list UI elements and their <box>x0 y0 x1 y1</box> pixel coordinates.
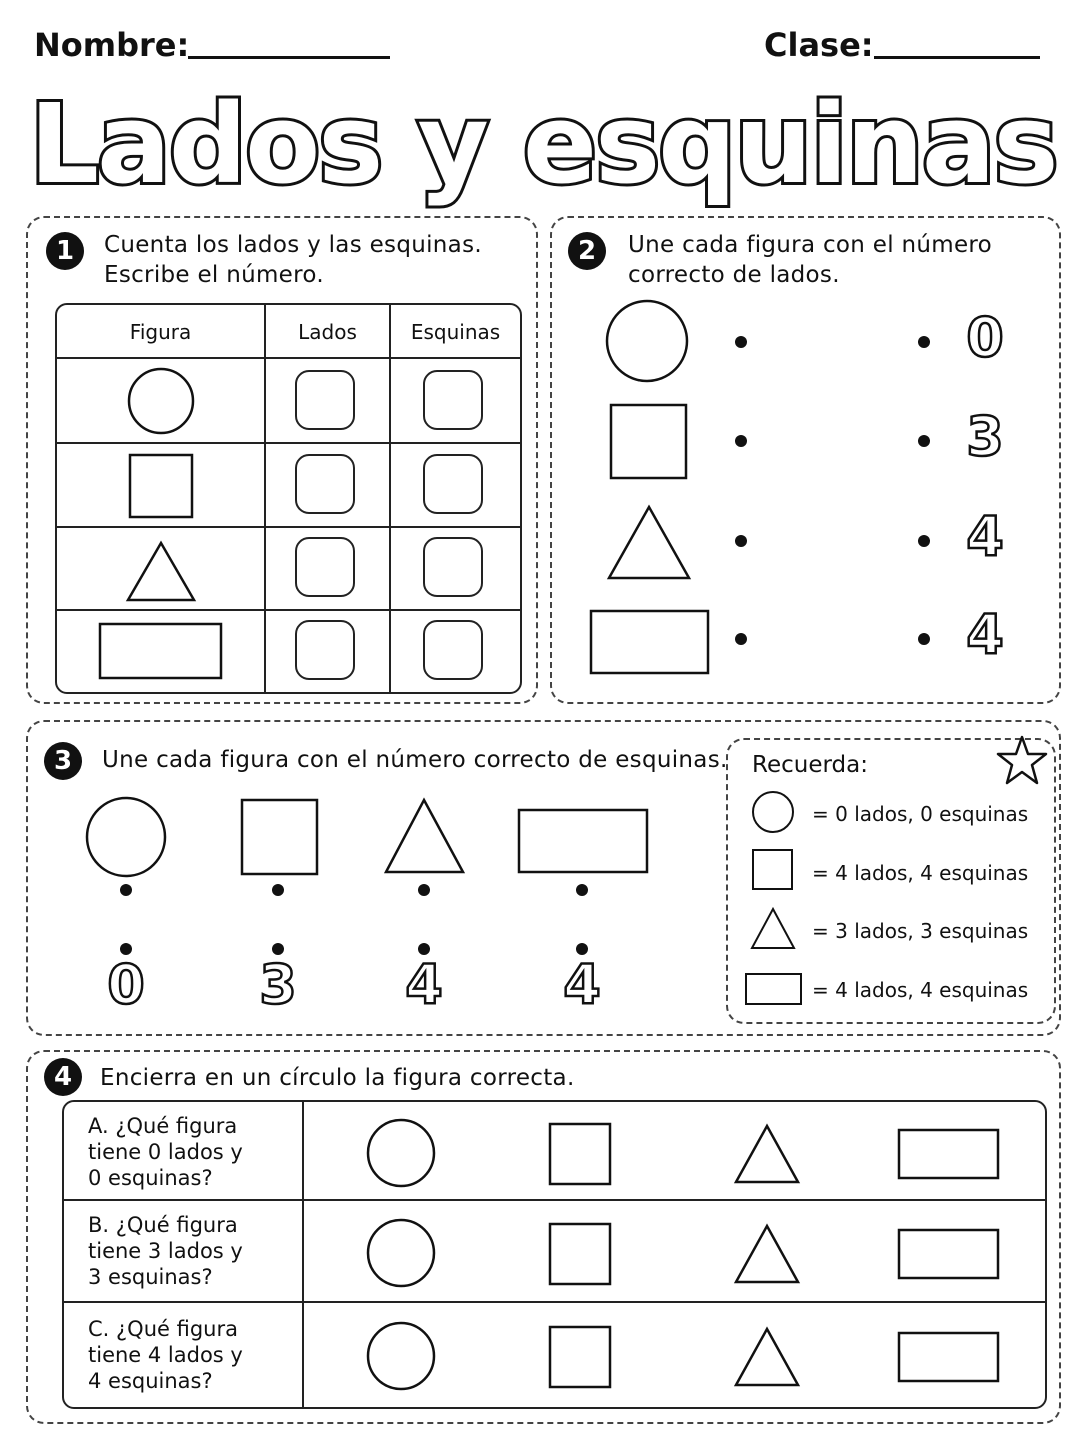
name-label: Nombre: <box>34 26 190 64</box>
reminder-shapes <box>742 786 804 1010</box>
match-dot-right[interactable] <box>918 435 930 447</box>
match-dot-right[interactable] <box>918 336 930 348</box>
section-2-instruction-line2: correcto de lados. <box>628 262 840 288</box>
square-icon <box>611 405 686 478</box>
circle-icon <box>129 369 193 433</box>
divider <box>389 305 391 692</box>
divider <box>264 305 266 692</box>
section-1-instruction-line2: Escribe el número. <box>104 262 324 288</box>
match-dot-top[interactable] <box>576 884 588 896</box>
section-2-instruction <box>628 230 992 290</box>
question-a: A. ¿Qué figura tiene 0 lados y 0 esquinas? <box>88 1114 243 1190</box>
answer-box-rectangle-sides[interactable] <box>295 620 355 680</box>
square-icon <box>550 1327 610 1387</box>
name-field[interactable] <box>188 56 390 59</box>
answer-box-rectangle-corners[interactable] <box>423 620 483 680</box>
section-1-instruction <box>104 230 482 290</box>
count-table <box>55 303 522 694</box>
question-c: C. ¿Qué figura tiene 4 lados y 4 esquinas? <box>88 1317 243 1393</box>
col-header-lados: Lados <box>298 319 357 344</box>
section-2-badge: 2 <box>568 232 606 270</box>
number-option: 0 <box>107 953 145 1016</box>
match-dot-left[interactable] <box>735 336 747 348</box>
page-title-text: Lados y esquinas <box>29 80 1057 208</box>
circle-icon <box>368 1220 434 1286</box>
rectangle-icon <box>899 1333 998 1381</box>
number-option: 3 <box>259 953 297 1016</box>
rectangle-icon <box>899 1230 998 1278</box>
number-option: 0 <box>966 306 1004 369</box>
triangle-icon <box>128 543 194 600</box>
number-option: 4 <box>966 603 1004 666</box>
reminder-row: = 4 lados, 4 esquinas <box>812 978 1029 1002</box>
triangle-icon <box>752 909 794 948</box>
answer-box-circle-sides[interactable] <box>295 370 355 430</box>
match-dot-right[interactable] <box>918 535 930 547</box>
triangle-icon <box>736 1226 798 1282</box>
reminder-row: = 0 lados, 0 esquinas <box>812 802 1029 826</box>
match-dot-left[interactable] <box>735 435 747 447</box>
rectangle-icon <box>746 974 801 1004</box>
triangle-icon <box>736 1329 798 1385</box>
reminder-row: = 3 lados, 3 esquinas <box>812 919 1029 943</box>
answer-box-circle-corners[interactable] <box>423 370 483 430</box>
number-option: 4 <box>966 505 1004 568</box>
star-icon <box>994 734 1050 788</box>
section-3-badge: 3 <box>44 742 82 780</box>
square-icon <box>550 1224 610 1284</box>
circle-icon <box>753 792 793 832</box>
question-table <box>62 1100 1047 1409</box>
match-dot-top[interactable] <box>120 884 132 896</box>
table-shapes <box>57 359 264 692</box>
section-4-badge: 4 <box>44 1058 82 1096</box>
circle-icon <box>368 1120 434 1186</box>
row-a-options <box>368 1120 998 1186</box>
answer-box-triangle-corners[interactable] <box>423 537 483 597</box>
circle-icon <box>87 798 165 876</box>
square-icon <box>753 850 792 889</box>
row-b-options <box>368 1220 998 1286</box>
triangle-icon <box>609 507 689 578</box>
answer-box-square-corners[interactable] <box>423 454 483 514</box>
triangle-icon <box>736 1126 798 1182</box>
section-2-instruction-line1: Une cada figura con el número <box>628 232 993 258</box>
section-3-instruction: Une cada figura con el número correcto de esquinas. <box>102 747 728 773</box>
rectangle-icon <box>899 1130 998 1178</box>
page-title <box>20 62 1066 212</box>
match-dot-left[interactable] <box>735 633 747 645</box>
section-1-instruction-line1: Cuenta los lados y las esquinas. <box>104 232 482 258</box>
rectangle-icon <box>519 810 647 872</box>
rectangle-icon <box>591 611 708 673</box>
section-4-instruction: Encierra en un círculo la figura correcta. <box>100 1065 575 1091</box>
number-option: 4 <box>405 953 443 1016</box>
number-option: 4 <box>563 953 601 1016</box>
match-dot-right[interactable] <box>918 633 930 645</box>
match-dot-left[interactable] <box>735 535 747 547</box>
circle-icon <box>607 301 687 381</box>
triangle-icon <box>386 800 463 872</box>
question-b: B. ¿Qué figura tiene 3 lados y 3 esquinas? <box>88 1213 243 1289</box>
reminder-row: = 4 lados, 4 esquinas <box>812 861 1029 885</box>
circle-icon <box>368 1323 434 1389</box>
section-2-shapes <box>580 295 720 690</box>
square-icon <box>550 1124 610 1184</box>
number-option: 3 <box>966 405 1004 468</box>
option-shapes <box>304 1102 1044 1407</box>
answer-box-square-sides[interactable] <box>295 454 355 514</box>
match-dot-top[interactable] <box>418 884 430 896</box>
col-header-figura: Figura <box>129 319 192 344</box>
class-field[interactable] <box>874 56 1040 59</box>
rectangle-icon <box>100 624 221 678</box>
square-icon <box>242 800 317 874</box>
match-dot-top[interactable] <box>272 884 284 896</box>
section-3-shapes <box>80 792 670 882</box>
answer-box-triangle-sides[interactable] <box>295 537 355 597</box>
square-icon <box>130 455 192 517</box>
section-1-badge: 1 <box>46 232 84 270</box>
reminder-title: Recuerda: <box>752 752 868 778</box>
class-label: Clase: <box>764 26 874 64</box>
col-header-esquinas: Esquinas <box>410 319 501 344</box>
row-c-options <box>368 1323 998 1389</box>
